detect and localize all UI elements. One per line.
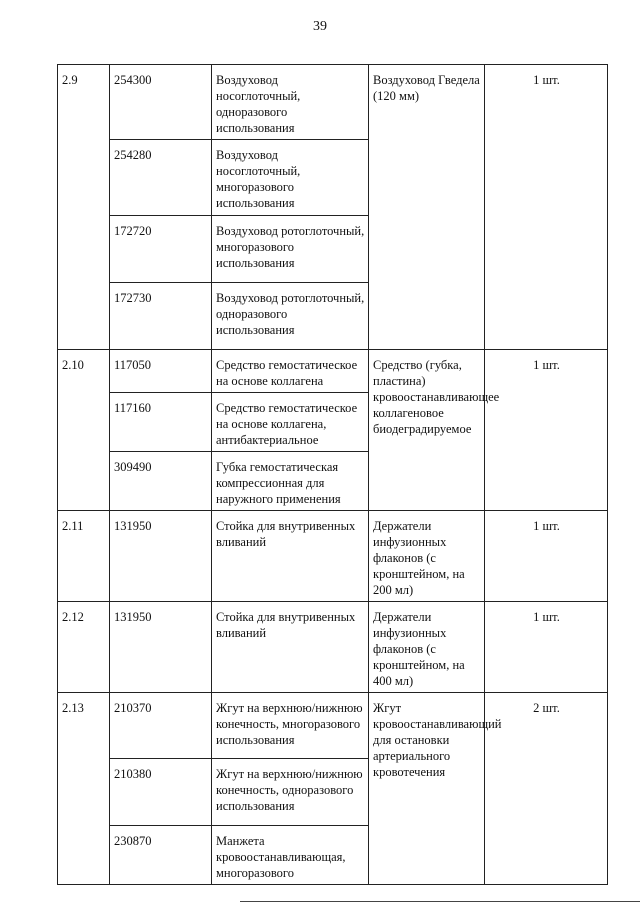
item-name-cell: Средство гемостатическое на основе коллагена, антибактериальное [212,393,369,452]
row-number-cell: 2.11 [58,511,110,602]
page-bottom-rule [240,901,640,902]
quantity-cell: 1 шт. [485,511,608,602]
generic-name-cell: Средство (губка, пластина) кровоостанавливающее коллагеновое биодеградируемое [369,350,485,511]
item-name-cell: Стойка для внутривенных вливаний [212,602,369,693]
item-name-cell: Губка гемостатическая компрессионная для наружного применения [212,452,369,511]
code-cell: 210380 [110,759,212,826]
row-number-cell: 2.10 [58,350,110,511]
generic-name-cell: Жгут кровоостанавливающий для остановки артериального кровотечения [369,693,485,885]
quantity-cell: 1 шт. [485,350,608,511]
item-name-cell: Жгут на верхнюю/нижнюю конечность, многоразового использования [212,693,369,759]
code-cell: 131950 [110,602,212,693]
code-cell: 210370 [110,693,212,759]
quantity-cell: 1 шт. [485,602,608,693]
table-row [58,65,608,140]
generic-name-cell: Держатели инфузионных флаконов (с кронштейном, на 200 мл) [369,511,485,602]
code-cell: 117160 [110,393,212,452]
row-number-cell: 2.13 [58,693,110,885]
row-number-cell: 2.9 [58,65,110,350]
table-row [58,350,608,393]
page-number: 39 [313,19,327,34]
code-cell: 254300 [110,65,212,140]
generic-name-cell: Воздуховод Гведела (120 мм) [369,65,485,350]
equipment-table [57,64,608,885]
table-row [58,602,608,693]
item-name-cell: Манжета кровоостанавливающая, многоразового [212,826,369,885]
item-name-cell: Воздуховод ротоглоточный, одноразового использования [212,283,369,350]
item-name-cell: Воздуховод носоглоточный, одноразового использования [212,65,369,140]
code-cell: 230870 [110,826,212,885]
item-name-cell: Стойка для внутривенных вливаний [212,511,369,602]
code-cell: 117050 [110,350,212,393]
item-name-cell: Воздуховод носоглоточный, многоразового использования [212,140,369,216]
code-cell: 172730 [110,283,212,350]
code-cell: 172720 [110,216,212,283]
code-cell: 131950 [110,511,212,602]
item-name-cell: Жгут на верхнюю/нижнюю конечность, одноразового использования [212,759,369,826]
item-name-cell: Средство гемостатическое на основе коллагена [212,350,369,393]
table-row [58,511,608,602]
code-cell: 309490 [110,452,212,511]
quantity-cell: 1 шт. [485,65,608,350]
item-name-cell: Воздуховод ротоглоточный, многоразового использования [212,216,369,283]
table-row [58,693,608,759]
generic-name-cell: Держатели инфузионных флаконов (с кронштейном, на 400 мл) [369,602,485,693]
row-number-cell: 2.12 [58,602,110,693]
quantity-cell: 2 шт. [485,693,608,885]
code-cell: 254280 [110,140,212,216]
